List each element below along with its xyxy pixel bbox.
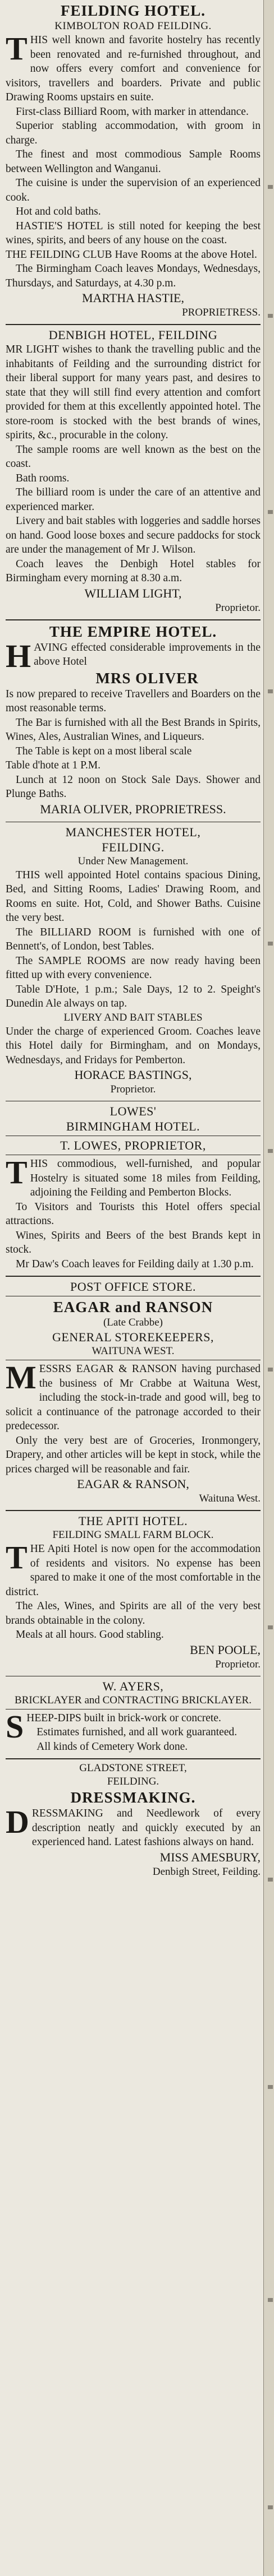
ad-paragraph: To Visitors and Tourists this Hotel offers special attractions. (6, 1201, 261, 1227)
denbigh-hotel-ad (6, 327, 261, 618)
column-rule (6, 1758, 261, 1759)
ad-paragraph (6, 1359, 261, 1434)
ad-title: THE APITI HOTEL. (78, 1514, 188, 1528)
paragraph-text: ESSRS EAGAR & RANSON having purchased the business of Mr Crabbe at Waituna West, including the stock-in-trade and good will, beg to solicit a continuance of the patronage accorded to their predecessor. (6, 1363, 261, 1432)
ad-paragraph: Lunch at 12 noon on Stock Sale Days. Shower and Plunge Baths. (6, 773, 261, 800)
ad-paragraph: Table D'Hote, 1 p.m.; Sale Days, 12 to 2. Speight's Dunedin Ale always on tap. (6, 983, 261, 1009)
ad-title: MANCHESTER HOTEL, (65, 824, 201, 839)
drop-cap: T (6, 30, 28, 67)
ad-paragraph: The finest and most commodious Sample Rooms between Wellington and Wanganui. (6, 149, 261, 175)
ad-paragraph: The Table is kept on a most liberal scale (16, 745, 192, 757)
ad-subheading: LIVERY AND BAIT STABLES (63, 1011, 203, 1023)
ad-subtitle: KIMBOLTON ROAD FEILDING. (54, 20, 212, 32)
ad-title: DRESSMAKING. (70, 1789, 196, 1806)
manchester-hotel-ad (6, 824, 261, 1100)
ad-paragraph: The BILLIARD ROOM is furnished with one of Bennett's, of London, best Tables. (6, 926, 261, 952)
ad-paragraph: First-class Billiard Room, with marker in attendance. (16, 105, 249, 118)
ad-title: DENBIGH HOTEL, FEILDING (48, 328, 218, 342)
ad-title: FEILDING HOTEL. (60, 2, 206, 19)
column-rule (6, 1510, 261, 1511)
drop-cap: T (6, 1539, 28, 1576)
signature-place: Waituna West. (199, 1493, 261, 1504)
drop-cap: H (6, 637, 31, 674)
ad-paragraph (6, 30, 261, 105)
ad-paragraph (6, 1154, 261, 1200)
ad-paragraph: Under the charge of experienced Groom. Coaches leave this Hotel daily for Birmingham, and on Mondays, Wednesdays, and Fridays for Pemberton. (6, 1025, 261, 1066)
paragraph-text: HIS well known and favorite hostelry has recently been renovated and re-furnished throughout, and now offers every comfort and convenience for visitors, travellers and boarders. Private and public Drawing Rooms upstairs en suite. (6, 34, 261, 103)
ad-paragraph: The Ales, Wines, and Spirits are all of the very best brands obtainable in the colony. (6, 1600, 261, 1627)
drop-cap: D (6, 1804, 29, 1840)
firm-formerly: (Late Crabbe) (103, 1317, 163, 1328)
ad-paragraph: Coach leaves the Denbigh Hotel stables for Birmingham every morning at 8.30 a.m. (6, 558, 261, 584)
signature-place: Denbigh Street, Feilding. (152, 1865, 261, 1878)
signature-name: BEN POOLE, (190, 1642, 261, 1657)
column-rule (6, 324, 261, 325)
signature-title: PROPRIETRESS. (182, 307, 261, 318)
ad-subtitle: FEILDING SMALL FARM BLOCK. (52, 1529, 214, 1541)
column-rule (6, 1276, 261, 1277)
ad-paragraph: Mr Daw's Coach leaves for Feilding daily at 1.30 p.m. (16, 1258, 254, 1270)
ad-address: GLADSTONE STREET, (79, 1762, 187, 1774)
birmingham-hotel-ad (6, 1103, 261, 1274)
ayers-ad (6, 1678, 261, 1757)
paragraph-text: RESSMAKING and Needlework of every description neatly and quickly executed by an experienced hand. Latest fashions always on hand. (31, 1808, 261, 1848)
feilding-hotel-ad (6, 1, 261, 322)
ad-paragraph: MR LIGHT wishes to thank the travelling public and the inhabitants of Feilding and the surrounding district for their liberal support for many years past, and desires to state that they will still find every attention and comfort provided for them at this excellently appointed hotel. The store-room is stocked with the best brands of wines, spirits, &c., procurable in the colony. (6, 344, 261, 441)
apiti-hotel-ad (6, 1513, 261, 1674)
ad-place: FEILDING. (107, 1776, 159, 1787)
ad-paragraph: All kinds of Cemetery Work done. (36, 1740, 188, 1753)
drop-cap: S (6, 1708, 24, 1745)
ad-title: LOWES' (109, 1104, 157, 1118)
ad-paragraph: Is now prepared to receive Travellers and Boarders on the most reasonable terms. (6, 688, 261, 714)
post-office-store-ad (6, 1278, 261, 1508)
column-rule (6, 619, 261, 620)
drop-cap: T (6, 1154, 28, 1190)
ad-paragraph: Livery and bait stables with loggeries and saddle horses on hand. Good loose boxes and secure paddocks for stock are under the management of Mr J. Wilson. (6, 515, 261, 555)
firm-place: WAITUNA WEST. (92, 1345, 175, 1357)
firm-trade: GENERAL STOREKEEPERS, (52, 1330, 214, 1344)
paragraph-text: HIS commodious, well-furnished, and popular Hostelry is situated some 18 miles from Feilding, adjoining the Feilding and Pemberton Blocks. (30, 1158, 261, 1198)
ad-paragraph: Meals at all hours. Good stabling. (16, 1629, 164, 1641)
ad-paragraph: The Bar is furnished with all the Best Brands in Spirits, Wines, Ales, Australian Wines, and Liqueurs. (6, 716, 261, 743)
ad-paragraph: Wines, Spirits and Beers of the best Brands kept in stock. (6, 1229, 261, 1255)
signature-name: MARTHA HASTIE, (81, 291, 184, 305)
ad-paragraph: HASTIE'S HOTEL is still noted for keeping the best wines, spirits, and beers of any house on the coast. (6, 220, 261, 246)
ad-place: FEILDING. (102, 840, 165, 854)
adjacent-column-edge (263, 0, 274, 2576)
ad-paragraph: The SAMPLE ROOMS are now ready having been fitted up with every convenience. (6, 955, 261, 981)
signature-title: Proprietor. (110, 1083, 156, 1095)
dressmaking-ad (6, 1761, 261, 1882)
ad-paragraph (6, 1806, 261, 1850)
signature: MARIA OLIVER, PROPRIETRESS. (40, 801, 226, 816)
paragraph-text: HEEP-DIPS built in brick-work or concrete. (26, 1712, 221, 1724)
paragraph-text: AVING effected considerable improvements in the above Hotel (34, 641, 261, 668)
ad-paragraph: Estimates furnished, and all work guaranteed. (36, 1726, 238, 1738)
ad-paragraph: Superior stabling accommodation, with groom in charge. (6, 120, 261, 146)
proprietor-name: T. LOWES, PROPRIETOR, (60, 1138, 206, 1152)
ad-paragraph: The sample rooms are well known as the best on the coast. (6, 443, 261, 470)
ad-paragraph (6, 1539, 261, 1599)
ad-title: POST OFFICE STORE. (70, 1280, 196, 1294)
drop-cap: M (6, 1359, 36, 1396)
signature-name: WILLIAM LIGHT, (84, 586, 182, 600)
ad-paragraph: The billiard room is under the care of an attentive and experienced marker. (6, 487, 261, 513)
ad-paragraph: Bath rooms. (16, 472, 70, 484)
signature-name: EAGAR & RANSON, (77, 1477, 189, 1491)
ad-paragraph: THE FEILDING CLUB Have Rooms at the above Hotel. (6, 248, 257, 261)
ad-paragraph: The cuisine is under the supervision of an experienced cook. (6, 177, 261, 203)
signature-title: Proprietor. (215, 1658, 261, 1670)
paragraph-text: HE Apiti Hotel is now open for the accommodation of residents and visitors. No expense has been spared to make it one of the most comfortable in the district. (6, 1543, 261, 1598)
ad-paragraph: THIS well appointed Hotel contains spacious Dining, Bed, and Sitting Rooms, Ladies' Drawing Room, and Rooms en suite. Hot, Cold, and Shower Baths. Cuisine the very best. (6, 869, 261, 924)
ad-title: BIRMINGHAM HOTEL. (66, 1119, 200, 1133)
ad-paragraph: The Birmingham Coach leaves Mondays, Wednesdays, Thursdays, and Saturdays, at 4.30 p.m. (6, 263, 261, 289)
empire-hotel-ad (6, 622, 261, 820)
proprietor-name: MRS OLIVER (95, 669, 199, 687)
ad-paragraph: Hot and cold baths. (16, 206, 101, 217)
ad-management: Under New Management. (77, 855, 189, 867)
signature-title: Proprietor. (215, 601, 261, 614)
ad-title: THE EMPIRE HOTEL. (49, 623, 217, 640)
signature-name: MISS AMESBURY, (159, 1850, 261, 1864)
ad-paragraph (6, 637, 261, 674)
ad-paragraph: Only the very best are of Groceries, Ironmongery, Drapery, and other articles will be kept in stock, while the prices charged will be reasonable and fair. (6, 1434, 261, 1475)
ad-title: W. AYERS, (102, 1679, 164, 1693)
ad-subtitle: BRICKLAYER and CONTRACTING BRICKLAYER. (15, 1694, 252, 1706)
ad-paragraph: Table d'hote at 1 P.M. (6, 759, 101, 771)
firm-name: EAGAR and RANSON (53, 1299, 213, 1315)
signature-name: HORACE BASTINGS, (74, 1068, 192, 1082)
